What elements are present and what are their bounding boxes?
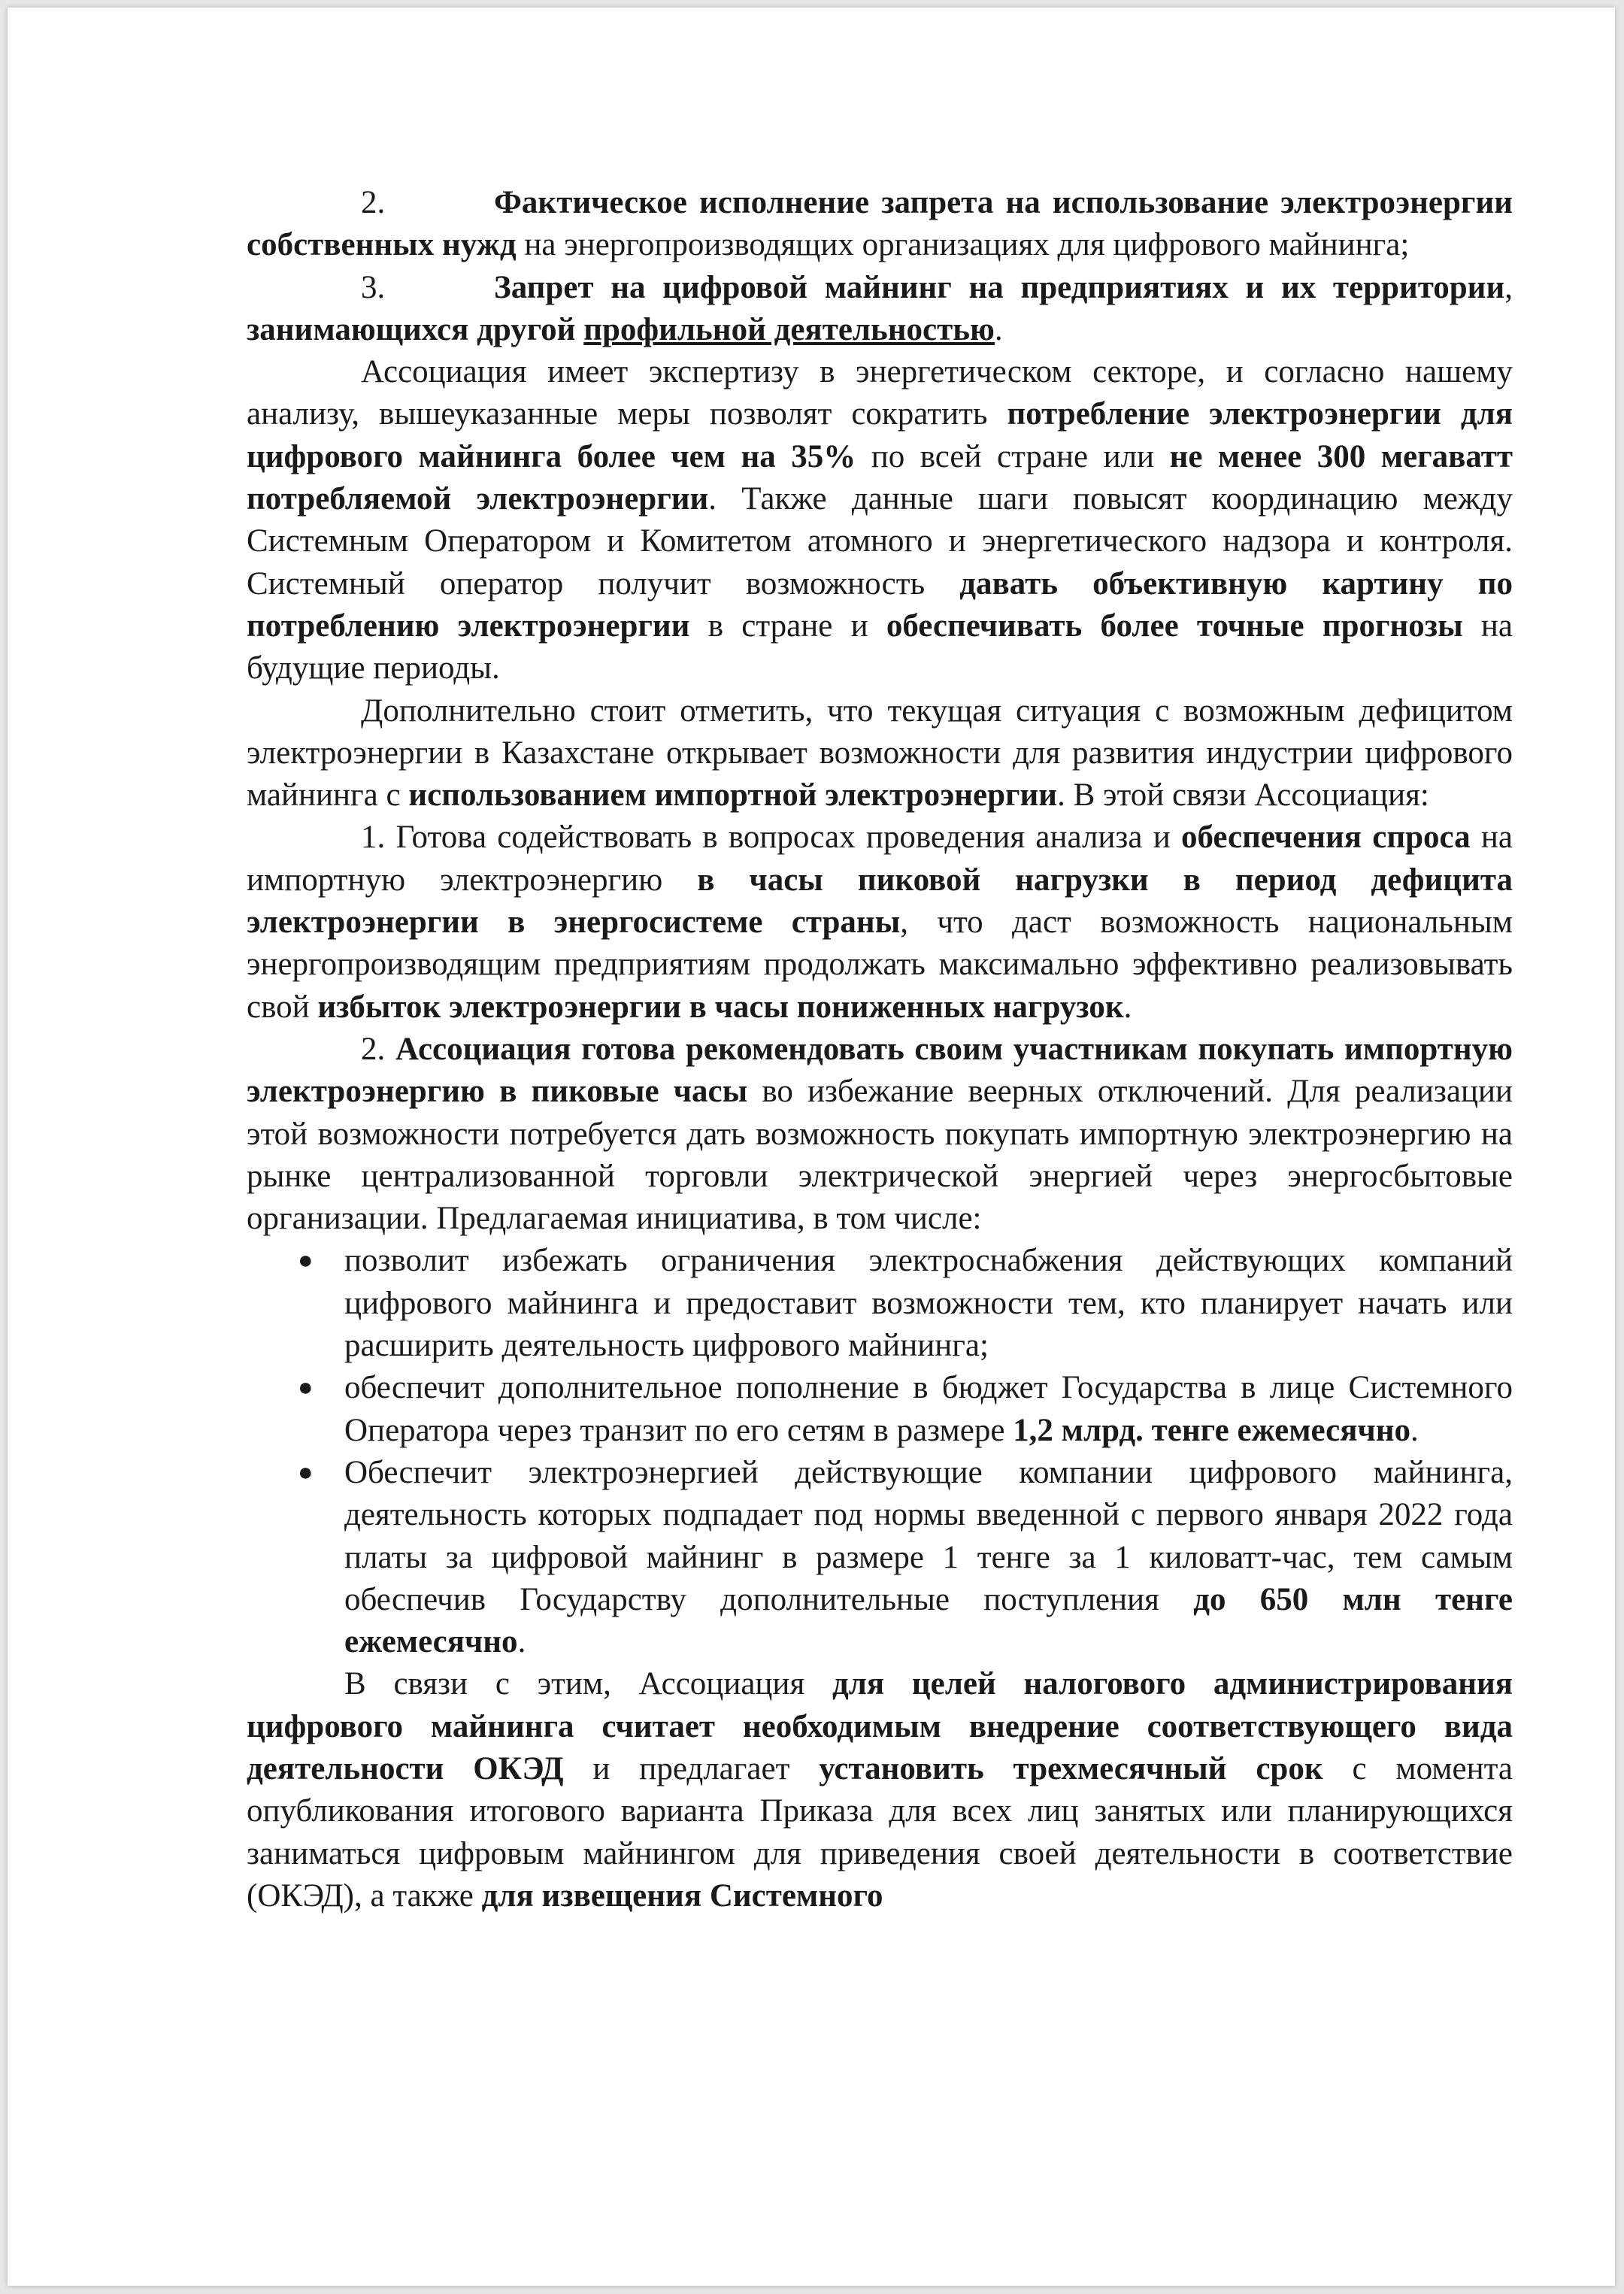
text: в стране и [689, 608, 886, 644]
bold-text: установить трехмесячный срок [819, 1750, 1323, 1786]
bullet-icon: ● [298, 1374, 314, 1402]
bullet-list [247, 1240, 1513, 1663]
bold-text: для целей налогового администрирования цифрового майнинга считает необходимым внедрение соответствующего вида деятельности ОКЭД [247, 1666, 1513, 1786]
item-number: 2. [361, 185, 386, 220]
bold-text: использованием импортной электроэнергии [408, 777, 1058, 814]
paragraph-deficit [247, 690, 1513, 817]
text: , [1504, 269, 1513, 305]
document-page [8, 8, 1615, 2286]
bullet-item [247, 1367, 1513, 1452]
text: обеспечит дополнительное пополнение в бюджет Государства в лице Системного Оператора через транзит по его сетям в размере [344, 1370, 1513, 1448]
bold-text: для извещения Системного [481, 1877, 883, 1914]
bold-text: давать объективную картину по потреблению электроэнергии [247, 565, 1513, 644]
bold-text: Запрет на цифровой майнинг на предприятиях и их территории [494, 269, 1505, 305]
text: на импортную электроэнергию [247, 820, 1513, 898]
bullet-item [247, 1240, 1513, 1367]
text: во избежание веерных отключений. Для реализации этой возможности потребуется дать возможность покупать импортную электроэнергию на рынке централизованной торговли электрической энергией через энергосбытовые организации. Предлагаемая инициатива, в том числе: [247, 1074, 1513, 1237]
text: , что даст возможность национальным энергопроизводящим предприятиям продолжать максимально эффективно реализовывать свой [247, 905, 1513, 1025]
list-item-2 [247, 182, 1513, 267]
paragraph-expertise [247, 351, 1513, 689]
sub-item-2 [247, 1029, 1513, 1240]
text: Ассоциация имеет экспертизу в энергетическом секторе, и согласно нашему анализу, вышеуказанные меры позволят сократить [247, 354, 1513, 432]
text: 1. Готова содействовать в вопросах проведения анализа и [361, 820, 1181, 856]
bullet-item [247, 1452, 1513, 1663]
bold-text: потребление электроэнергии для цифрового майнинга более чем на 35% [247, 396, 1513, 474]
text: . [1410, 1412, 1419, 1448]
bold-text: Ассоциация готова рекомендовать своим участникам покупать импортную электроэнергию в пиковые часы [247, 1031, 1513, 1110]
bold-text: обеспечивать более точные прогнозы [886, 608, 1463, 644]
sub-item-1 [247, 817, 1513, 1028]
text: Обеспечит электроэнергией действующие компании цифрового майнинга, деятельность которых подпадает под нормы введенной с первого января 2022 года платы за цифровой майнинг в размере 1 тенге за 1 киловатт-час, тем самым обеспечив Государству дополнительные поступления [344, 1454, 1513, 1617]
bold-text: 1,2 млрд. тенге ежемесячно [1013, 1412, 1411, 1448]
bold-text: избыток электроэнергии в часы пониженных нагрузок [317, 989, 1124, 1025]
text: . [994, 311, 1003, 347]
text: . [1123, 989, 1132, 1025]
text: по всей стране или [856, 438, 1170, 474]
bold-text: Фактическое исполнение запрета на использование электроэнергии собственных нужд [247, 185, 1513, 263]
item-number: 3. [361, 269, 386, 305]
text: Дополнительно стоит отметить, что текущая ситуация с возможным дефицитом электроэнергии в Казахстане открывает возможности для развития индустрии цифрового майнинга с [247, 692, 1513, 814]
text: на энергопроизводящих организациях для цифрового майнинга; [516, 227, 1410, 263]
bold-underlined-text: профильной деятельностью [583, 311, 995, 347]
paragraph-okved [247, 1663, 1513, 1917]
bold-text: не менее 300 мегаватт потребляемой электроэнергии [247, 438, 1513, 517]
bold-text: до 650 млн тенге ежемесячно [344, 1581, 1513, 1660]
list-item-3 [247, 267, 1513, 352]
bullet-icon: ● [298, 1458, 314, 1486]
text: В связи с этим, Ассоциация [344, 1666, 832, 1702]
bold-text: занимающихся другой [247, 311, 584, 347]
bullet-icon: ● [298, 1247, 314, 1275]
text: . Также данные шаги повысят координацию между Системным Оператором и Комитетом атомного и энергетического надзора и контроля. Системный оператор получит возможность [247, 481, 1513, 602]
text: позволит избежать ограничения электроснабжения действующих компаний цифрового майнинга и предоставит возможности тем, кто планирует начать или расширить деятельность цифрового майнинга; [344, 1243, 1513, 1364]
text: на будущие периоды. [247, 608, 1513, 686]
text: . [517, 1624, 526, 1660]
text: . В этой связи Ассоциация: [1057, 777, 1429, 814]
text: с момента опубликования итогового варианта Приказа для всех лиц занятых или планирующихся заниматься цифровым майнингом для приведения своей деятельности в соответствие (ОКЭД), а также [247, 1750, 1513, 1914]
text: и предлагает [563, 1750, 820, 1786]
bold-text: в часы пиковой нагрузки в период дефицита электроэнергии в энергосистеме страны [247, 862, 1513, 941]
document-body [247, 182, 1513, 1917]
bold-text: обеспечения спроса [1180, 820, 1471, 856]
text: 2. [361, 1031, 395, 1067]
